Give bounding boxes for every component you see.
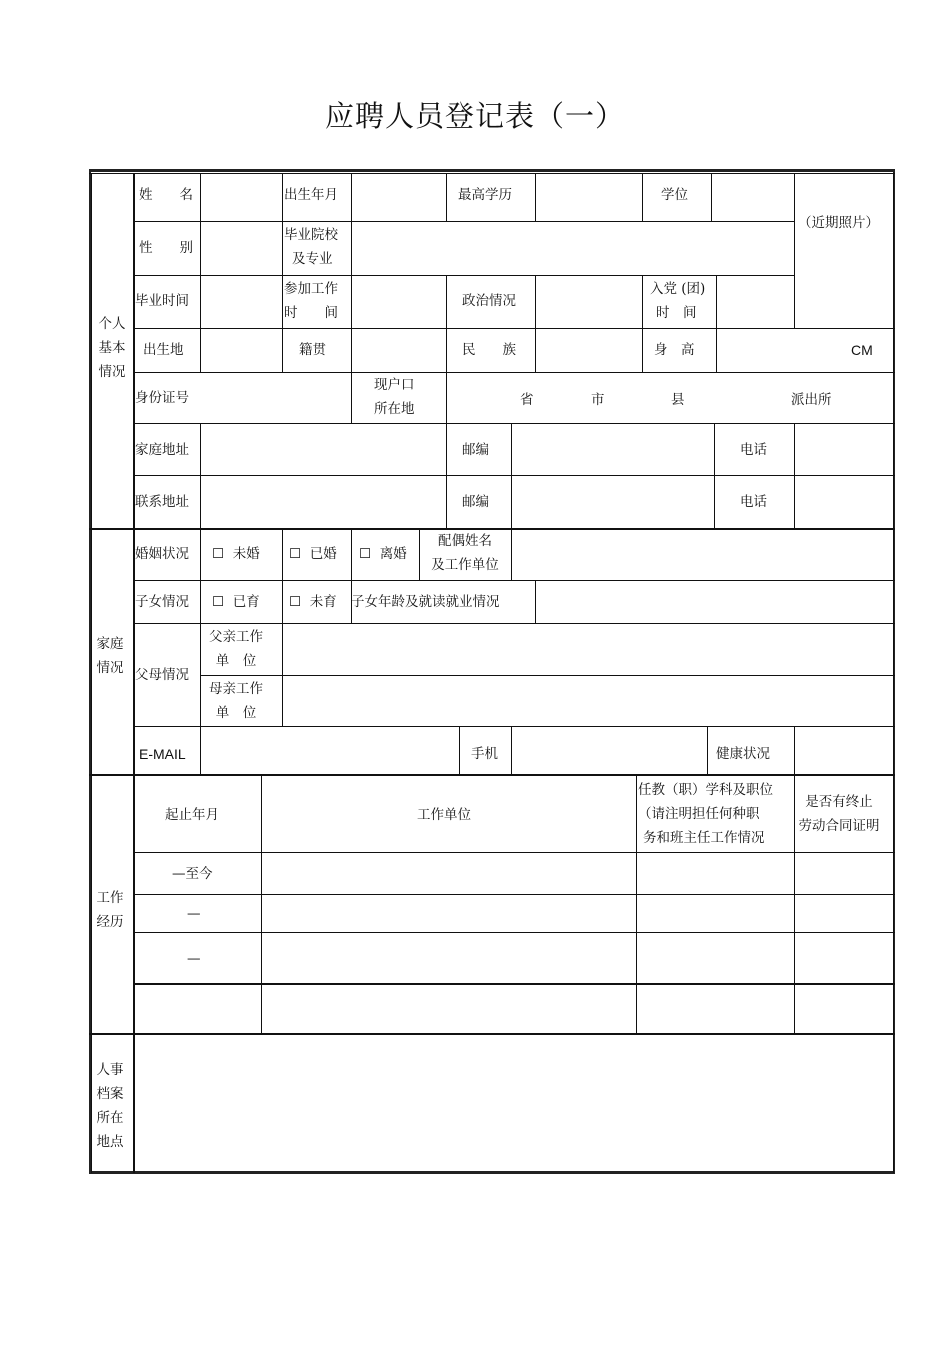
- line: [261, 776, 262, 1033]
- section-text: 经历: [96, 914, 124, 930]
- line: [535, 580, 536, 623]
- line: [89, 173, 895, 174]
- page-title: 应聘人员登记表（一）: [324, 99, 625, 133]
- line: [133, 580, 895, 581]
- option-text: 已育: [232, 594, 260, 610]
- line: [714, 423, 715, 528]
- line: [200, 423, 201, 475]
- label-text: 是否有终止: [805, 794, 873, 810]
- label-text: 父亲工作: [209, 629, 263, 645]
- label-text: 配偶姓名: [438, 533, 492, 549]
- label-phone: 电话: [740, 442, 767, 458]
- section-text: 人事: [96, 1062, 124, 1078]
- section-text: 家庭: [96, 636, 124, 652]
- label-spouse: [421, 529, 509, 577]
- line: [716, 275, 717, 372]
- label-phone: 电话: [740, 494, 767, 510]
- label-text: 及专业: [292, 251, 333, 267]
- label-health: 健康状况: [716, 746, 770, 762]
- line: [642, 275, 643, 372]
- work-row-period: —至今: [172, 866, 213, 882]
- line: [133, 221, 794, 222]
- label-height: 身 高: [654, 342, 695, 358]
- label-text: 时 间: [656, 305, 697, 321]
- line: [794, 423, 795, 528]
- checkbox-icon[interactable]: ☐: [212, 594, 225, 610]
- section-text: 基本: [98, 340, 126, 356]
- label-text: 所在地: [374, 401, 415, 417]
- line: [89, 774, 895, 776]
- section-personal: [92, 308, 132, 388]
- header-employer: 工作单位: [417, 807, 471, 823]
- section-text: 工作: [96, 890, 124, 906]
- line: [282, 528, 283, 623]
- checkbox-married[interactable]: [289, 542, 337, 566]
- option-text: 未育: [309, 594, 337, 610]
- checkbox-divorced[interactable]: [359, 542, 407, 566]
- height-unit: CM: [851, 342, 873, 358]
- label-mobile: 手机: [471, 746, 498, 762]
- label-school: [284, 223, 338, 271]
- line: [133, 894, 895, 895]
- line: [200, 675, 895, 676]
- checkbox-icon[interactable]: ☐: [359, 546, 372, 562]
- label-home-address: 家庭地址: [135, 442, 189, 458]
- label-contact-address: 联系地址: [135, 494, 189, 510]
- line: [200, 475, 201, 528]
- section-text: 地点: [96, 1134, 124, 1150]
- header-period: 起止年月: [165, 807, 219, 823]
- label-postcode: 邮编: [462, 494, 489, 510]
- section-text: 情况: [98, 364, 126, 380]
- line: [133, 932, 895, 933]
- line: [133, 372, 895, 373]
- label-parents: 父母情况: [135, 667, 189, 683]
- label-text: 劳动合同证明: [798, 818, 880, 834]
- checkbox-has-children[interactable]: [212, 590, 260, 614]
- label-work-start: [284, 277, 338, 325]
- label-birthplace: 出生地: [143, 342, 184, 358]
- checkbox-icon[interactable]: ☐: [212, 546, 225, 562]
- line: [794, 173, 795, 328]
- section-archive: [92, 1056, 128, 1156]
- line: [535, 173, 536, 221]
- line: [642, 173, 643, 221]
- line: [351, 221, 352, 275]
- work-row-period: —: [187, 906, 201, 922]
- label-text: 毕业院校: [284, 227, 338, 243]
- label-native: 籍贯: [299, 342, 326, 358]
- line: [893, 173, 894, 1173]
- line: [133, 328, 895, 329]
- label-children: 子女情况: [135, 594, 189, 610]
- label-text: 及工作单位: [431, 557, 499, 573]
- label-text: 单 位: [215, 653, 257, 669]
- line: [535, 275, 536, 372]
- label-text: 参加工作: [284, 281, 338, 297]
- line: [351, 275, 352, 423]
- line: [133, 423, 895, 424]
- line: [89, 1033, 895, 1035]
- label-text: 入党 (团): [650, 281, 706, 297]
- option-text: 离婚: [379, 546, 407, 562]
- label-province: 省: [520, 392, 534, 408]
- label-hukou: [374, 373, 415, 421]
- line: [511, 726, 512, 774]
- line: [711, 173, 712, 221]
- line: [282, 623, 283, 726]
- label-text: （请注明担任何种职: [638, 806, 760, 822]
- checkbox-no-children[interactable]: [289, 590, 337, 614]
- line: [707, 726, 708, 774]
- label-mother: [202, 677, 270, 725]
- line: [351, 173, 352, 221]
- header-terminated: [795, 790, 883, 838]
- line: [133, 983, 895, 985]
- section-text: 个人: [98, 316, 126, 332]
- option-text: 已婚: [309, 546, 337, 562]
- label-children-info: 子女年龄及就读就业情况: [351, 594, 500, 610]
- line: [133, 852, 895, 853]
- label-id-number: 身份证号: [135, 390, 189, 406]
- line: [794, 726, 795, 774]
- label-marital: 婚姻状况: [135, 546, 189, 562]
- label-text: 时 间: [284, 305, 338, 321]
- label-county: 县: [671, 392, 685, 408]
- label-education: 最高学历: [458, 187, 512, 203]
- checkbox-unmarried[interactable]: [212, 542, 260, 566]
- label-degree: 学位: [661, 187, 688, 203]
- label-father: [202, 625, 270, 673]
- label-political: 政治情况: [462, 293, 516, 309]
- label-birth-date: 出生年月: [284, 187, 338, 203]
- line: [133, 475, 895, 476]
- label-police: 派出所: [791, 392, 832, 408]
- label-text: 现户口: [374, 377, 415, 393]
- line: [446, 173, 447, 221]
- line: [133, 726, 895, 727]
- option-text: 未婚: [232, 546, 260, 562]
- line: [459, 726, 460, 774]
- section-text: 所在: [96, 1110, 124, 1126]
- section-text: 情况: [96, 660, 124, 676]
- label-text: 单 位: [215, 705, 257, 721]
- photo-placeholder: （近期照片）: [798, 215, 879, 231]
- checkbox-icon[interactable]: ☐: [289, 594, 302, 610]
- label-email: E-MAIL: [139, 746, 186, 762]
- label-city: 市: [591, 392, 605, 408]
- label-text: 母亲工作: [209, 681, 263, 697]
- label-party: [650, 277, 705, 325]
- line: [511, 528, 512, 580]
- line: [511, 423, 512, 528]
- section-work: [92, 882, 128, 938]
- header-subject: [638, 778, 773, 850]
- work-row-period: —: [187, 951, 201, 967]
- label-text: 务和班主任工作情况: [643, 830, 765, 846]
- section-text: 档案: [96, 1086, 124, 1102]
- label-gender: 性 别: [139, 240, 193, 256]
- label-text: 任教（职）学科及职位: [638, 782, 773, 798]
- line: [446, 275, 447, 528]
- section-family: [92, 628, 128, 684]
- line: [200, 173, 201, 373]
- label-grad-time: 毕业时间: [135, 293, 189, 309]
- label-postcode: 邮编: [462, 442, 489, 458]
- label-ethnic: 民 族: [462, 342, 516, 358]
- label-name: 姓 名: [139, 187, 193, 203]
- checkbox-icon[interactable]: ☐: [289, 546, 302, 562]
